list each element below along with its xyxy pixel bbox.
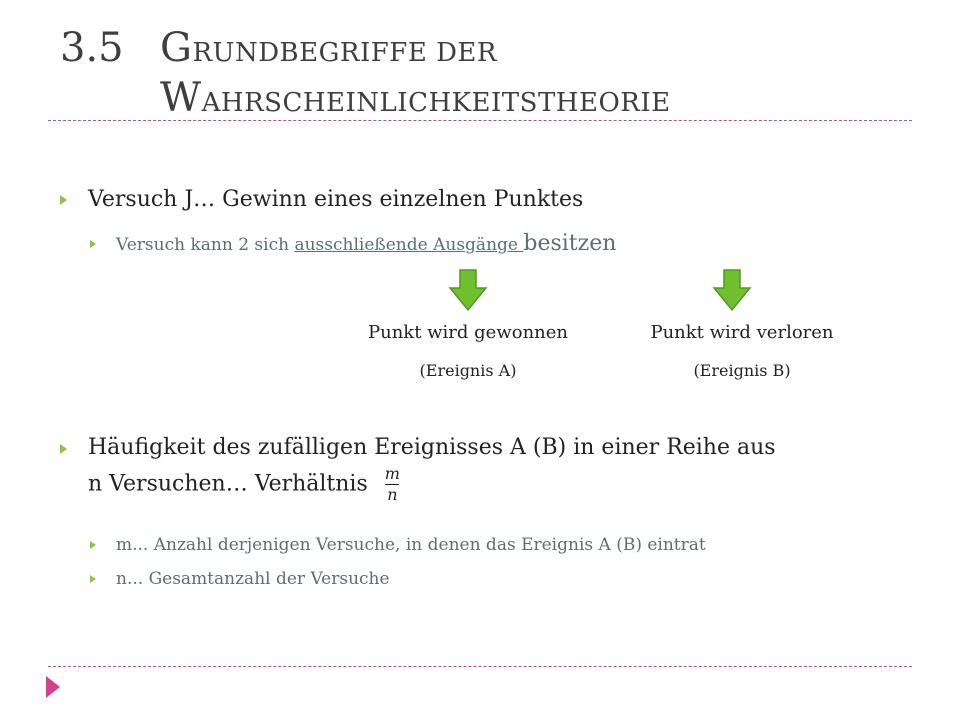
next-slide-icon[interactable] — [46, 676, 60, 698]
title-line-1: GRUNDBEGRIFFE DER — [160, 25, 497, 71]
bullet-haeufigkeit-line1: Häufigkeit des zufälligen Ereignisses A (B) in einer Reihe aus — [88, 435, 776, 460]
bullet-haeufigkeit-line2: n Versuchen… Verhältnis $\frac{m}{n}$ — [88, 464, 400, 504]
triangle-bullet-icon — [60, 195, 67, 205]
triangle-bullet-icon — [90, 541, 96, 549]
triangle-bullet-icon — [90, 240, 96, 248]
outcome-b-label: Punkt wird verloren — [650, 322, 834, 343]
triangle-bullet-icon — [60, 444, 67, 454]
down-arrow-icon — [448, 268, 488, 312]
outcome-a-event: (Ereignis A) — [419, 361, 517, 380]
sub-bullet-m: m... Anzahl derjenigen Versuche, in denen das Ereignis A (B) eintrat — [116, 535, 706, 555]
sub-bullet-ausgaenge: Versuch kann 2 sich ausschließende Ausgänge besitzen — [116, 231, 617, 256]
ratio-fraction: $\frac{m}{n}$ — [384, 464, 400, 504]
footer-divider — [48, 666, 912, 667]
title-divider — [48, 120, 912, 121]
outcome-b-event: (Ereignis B) — [693, 361, 791, 380]
outcome-a-label: Punkt wird gewonnen — [367, 322, 569, 343]
down-arrow-icon — [712, 268, 752, 312]
bullet-versuch: Versuch J… Gewinn eines einzelnen Punktes — [88, 187, 584, 212]
title-line-2: WAHRSCHEINLICHKEITSTHEORIE — [160, 75, 671, 121]
sub-bullet-n: n... Gesamtanzahl der Versuche — [116, 569, 390, 589]
section-number: 3.5 — [60, 25, 124, 71]
triangle-bullet-icon — [90, 575, 96, 583]
